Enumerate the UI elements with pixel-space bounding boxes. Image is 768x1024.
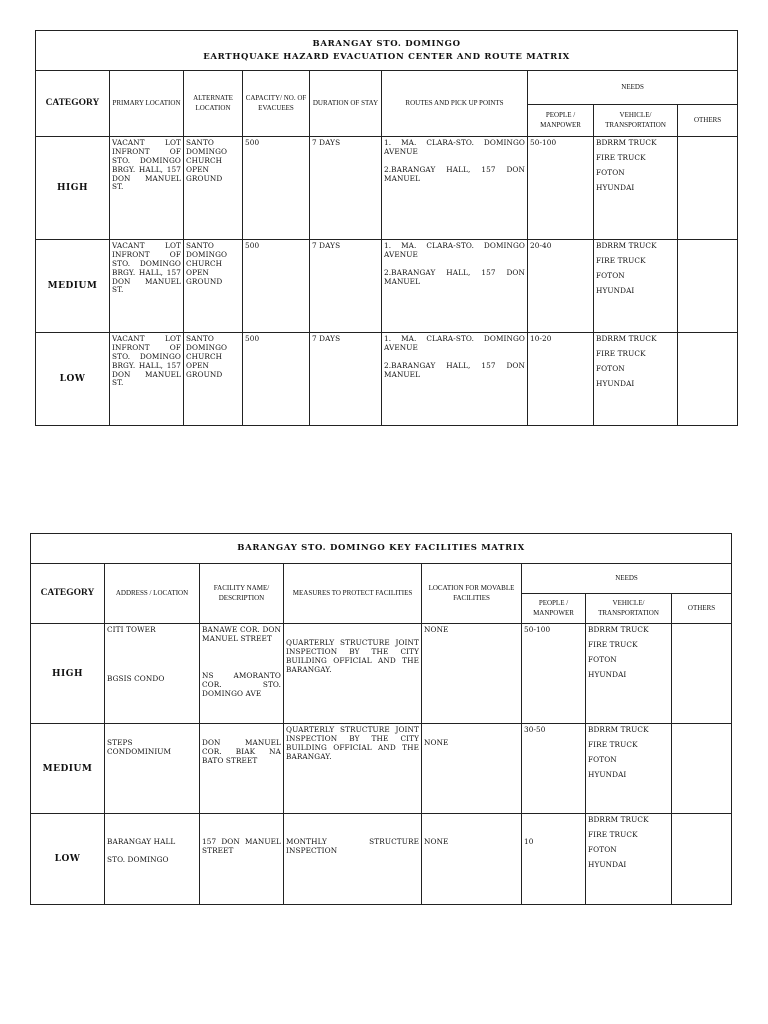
header-alternate-location: ALTERNATE LOCATION	[184, 71, 243, 137]
vehicle-item: FIRE TRUCK	[588, 639, 638, 649]
measures-cell	[284, 624, 422, 724]
route-item: 2.BARANGAY HALL, 157 DON MANUEL	[384, 360, 525, 379]
vehicle-item: FOTON	[588, 654, 617, 664]
address-line: BARANGAY HALL	[107, 837, 176, 846]
routes-cell	[382, 137, 528, 240]
header-capacity: CAPACITY/ NO. OF EVACUEES	[243, 71, 310, 137]
vehicle-list	[594, 333, 678, 426]
vehicle-list	[586, 814, 672, 905]
header-primary-location: PRIMARY LOCATION	[110, 71, 184, 137]
people-value: 50-100	[522, 624, 586, 724]
alternate-location: SANTO DOMINGO CHURCH OPEN GROUND	[184, 137, 243, 240]
header-address-location: ADDRESS / LOCATION	[105, 564, 200, 624]
routes-cell	[382, 240, 528, 333]
address-cell	[105, 624, 200, 724]
facility-line: 157 DON MANUEL STREET	[202, 837, 281, 855]
facility-cell	[200, 814, 284, 905]
vehicle-item: HYUNDAI	[588, 859, 627, 869]
header-measures: MEASURES TO PROTECT FACILITIES	[284, 564, 422, 624]
category-high: HIGH	[31, 624, 105, 724]
route-item: 1. MA. CLARA-STO. DOMINGO AVENUE	[384, 138, 525, 156]
category-medium: MEDIUM	[31, 724, 105, 814]
header-routes: ROUTES AND PICK UP POINTS	[382, 71, 528, 137]
header-facility-name: FACILITY NAME/ DESCRIPTION	[200, 564, 284, 624]
measures-cell	[284, 814, 422, 905]
duration-value: 7 DAYS	[310, 240, 382, 333]
evacuation-row-medium	[36, 240, 738, 333]
evacuation-title-line2: EARTHQUAKE HAZARD EVACUATION CENTER AND ROUTE MATRIX	[203, 51, 570, 62]
facilities-matrix-title: BARANGAY STO. DOMINGO KEY FACILITIES MATRIX	[31, 534, 732, 564]
others-value	[678, 137, 738, 240]
others-value	[672, 624, 732, 724]
address-line: CITI TOWER	[107, 625, 156, 634]
people-value: 10-20	[528, 333, 594, 426]
vehicle-item: FOTON	[596, 167, 625, 177]
header-vehicle-transportation: VEHICLE/ TRANSPORTATION	[586, 594, 672, 624]
header-duration: DURATION OF STAY	[310, 71, 382, 137]
vehicle-item: FIRE TRUCK	[588, 739, 638, 749]
vehicle-item: HYUNDAI	[588, 769, 627, 779]
measures-text: QUARTERLY STRUCTURE JOINT INSPECTION BY THE CITY BUILDING OFFICIAL AND THE BARANGAY.	[284, 724, 422, 814]
vehicle-item: HYUNDAI	[596, 378, 635, 388]
facility-line: BANAWE COR. DON MANUEL STREET	[202, 625, 281, 643]
address-line: STEPS CONDOMINIUM	[107, 738, 172, 756]
evacuation-row-low	[36, 333, 738, 426]
header-category: CATEGORY	[36, 71, 110, 137]
evacuation-matrix-table	[35, 30, 738, 426]
alternate-location: SANTO DOMINGO CHURCH OPEN GROUND	[184, 240, 243, 333]
header-needs: NEEDS	[522, 564, 732, 594]
movable-location-value: NONE	[422, 624, 522, 724]
header-movable-location: LOCATION FOR MOVABLE FACILITIES	[422, 564, 522, 624]
route-item: 2.BARANGAY HALL, 157 DON MANUEL	[384, 164, 525, 183]
category-medium: MEDIUM	[36, 240, 110, 333]
movable-location-text: NONE	[424, 837, 449, 846]
category-low: LOW	[31, 814, 105, 905]
vehicle-item: HYUNDAI	[588, 669, 627, 679]
vehicle-item: FIRE TRUCK	[596, 152, 646, 162]
header-needs: NEEDS	[528, 71, 738, 105]
category-high: HIGH	[36, 137, 110, 240]
evacuation-title-line1: BARANGAY STO. DOMINGO	[312, 38, 461, 49]
vehicle-item: BDRRM TRUCK	[596, 241, 657, 250]
vehicle-item: FOTON	[596, 270, 625, 280]
facility-row-high	[31, 624, 732, 724]
vehicle-list	[594, 137, 678, 240]
vehicle-item: BDRRM TRUCK	[596, 334, 657, 343]
vehicle-item: FIRE TRUCK	[596, 255, 646, 265]
address-cell	[105, 724, 200, 814]
facility-cell	[200, 624, 284, 724]
vehicle-item: FOTON	[588, 754, 617, 764]
routes-cell	[382, 333, 528, 426]
facility-line: DON MANUEL COR. BIAK NA BATO STREET	[202, 738, 281, 765]
vehicle-list	[586, 624, 672, 724]
movable-location-value	[422, 724, 522, 814]
vehicle-item: FIRE TRUCK	[588, 829, 638, 839]
facility-cell	[200, 724, 284, 814]
vehicle-item: BDRRM TRUCK	[596, 138, 657, 147]
primary-location: VACANT LOT INFRONT OF STO. DOMINGO BRGY. HALL, 157 DON MANUEL ST.	[110, 137, 184, 240]
route-item: 1. MA. CLARA-STO. DOMINGO AVENUE	[384, 334, 525, 352]
duration-value: 7 DAYS	[310, 333, 382, 426]
people-value	[522, 814, 586, 905]
header-others: OTHERS	[672, 594, 732, 624]
header-people-manpower: PEOPLE / MANPOWER	[528, 105, 594, 137]
others-value	[678, 240, 738, 333]
address-cell	[105, 814, 200, 905]
primary-location: VACANT LOT INFRONT OF STO. DOMINGO BRGY. HALL, 157 DON MANUEL ST.	[110, 333, 184, 426]
header-people-manpower: PEOPLE / MANPOWER	[522, 594, 586, 624]
evacuation-matrix-title	[36, 31, 738, 71]
people-value: 30-50	[522, 724, 586, 814]
vehicle-item: BDRRM TRUCK	[588, 725, 649, 734]
facility-row-medium	[31, 724, 732, 814]
vehicle-item: FOTON	[588, 844, 617, 854]
others-value	[678, 333, 738, 426]
facility-line: NS AMORANTO COR. STO. DOMINGO AVE	[202, 670, 281, 698]
vehicle-list	[586, 724, 672, 814]
facilities-matrix-table	[30, 533, 732, 905]
primary-location: VACANT LOT INFRONT OF STO. DOMINGO BRGY. HALL, 157 DON MANUEL ST.	[110, 240, 184, 333]
category-low: LOW	[36, 333, 110, 426]
people-text: 10	[524, 837, 534, 846]
vehicle-item: BDRRM TRUCK	[588, 625, 649, 634]
header-vehicle-transportation: VEHICLE/ TRANSPORTATION	[594, 105, 678, 137]
others-value	[672, 814, 732, 905]
capacity-value: 500	[243, 333, 310, 426]
vehicle-item: BDRRM TRUCK	[588, 815, 649, 824]
duration-value: 7 DAYS	[310, 137, 382, 240]
movable-location-text: NONE	[424, 738, 449, 747]
evacuation-row-high	[36, 137, 738, 240]
alternate-location: SANTO DOMINGO CHURCH OPEN GROUND	[184, 333, 243, 426]
header-others: OTHERS	[678, 105, 738, 137]
vehicle-item: HYUNDAI	[596, 285, 635, 295]
measures-text: QUARTERLY STRUCTURE JOINT INSPECTION BY THE CITY BUILDING OFFICIAL AND THE BARANGAY.	[286, 638, 419, 674]
measures-text: MONTHLY STRUCTURE INSPECTION	[286, 837, 419, 855]
address-line: BGSIS CONDO	[107, 673, 165, 683]
route-item: 2.BARANGAY HALL, 157 DON MANUEL	[384, 267, 525, 286]
vehicle-item: HYUNDAI	[596, 182, 635, 192]
capacity-value: 500	[243, 240, 310, 333]
facility-row-low	[31, 814, 732, 905]
vehicle-item: FOTON	[596, 363, 625, 373]
vehicle-list	[594, 240, 678, 333]
address-line: STO. DOMINGO	[107, 854, 169, 864]
others-value	[672, 724, 732, 814]
vehicle-item: FIRE TRUCK	[596, 348, 646, 358]
header-category: CATEGORY	[31, 564, 105, 624]
route-item: 1. MA. CLARA-STO. DOMINGO AVENUE	[384, 241, 525, 259]
people-value: 50-100	[528, 137, 594, 240]
capacity-value: 500	[243, 137, 310, 240]
people-value: 20-40	[528, 240, 594, 333]
movable-location-value	[422, 814, 522, 905]
